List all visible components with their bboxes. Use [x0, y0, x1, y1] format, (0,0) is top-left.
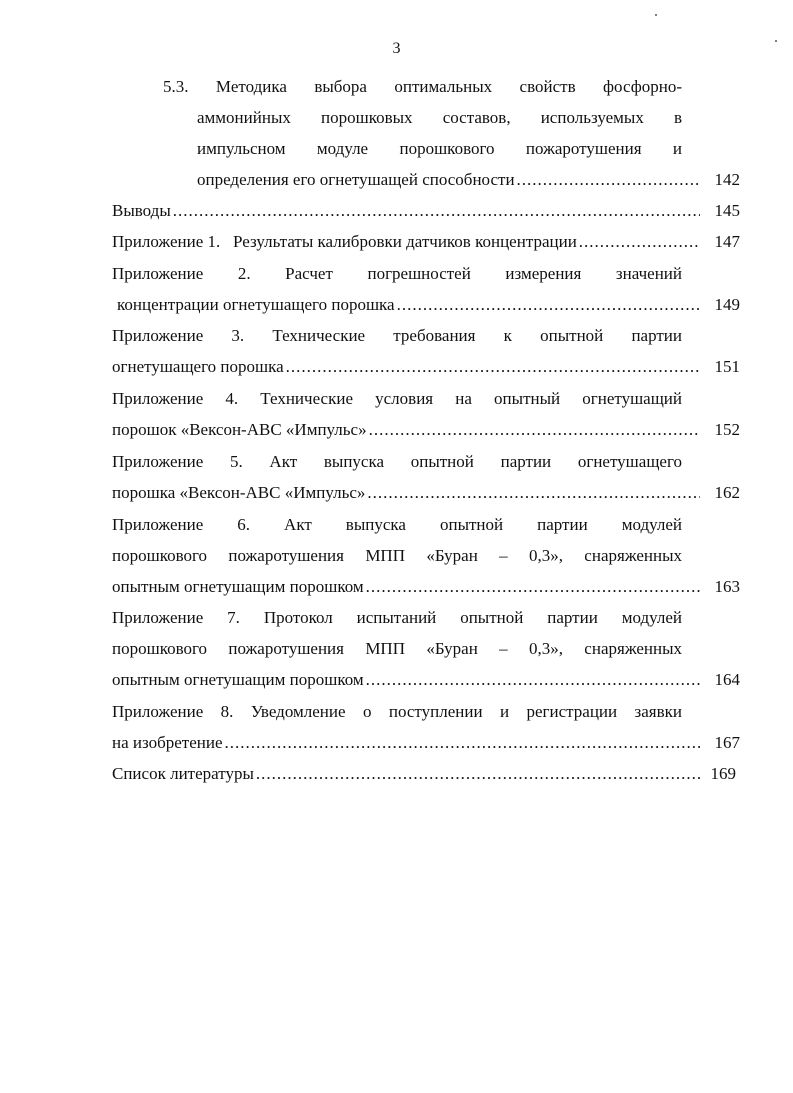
toc-entry-appendix-1[interactable] — [112, 230, 740, 254]
toc-entry-5-3-line-1 — [163, 75, 682, 99]
page-number: 3 — [392, 40, 401, 57]
toc-entry-5-3-last-line[interactable] — [197, 168, 740, 192]
toc-line-text: на изобретение — [112, 733, 223, 752]
toc-line-text: огнетушащего порошка — [112, 357, 284, 376]
toc-line-text: Список литературы — [112, 764, 254, 783]
toc-line-text: 5.3. Методика выбора оптимальных свойств фосфорно- — [163, 77, 682, 96]
toc-line-text: Приложение 3. Технические требования к опытной партии — [112, 326, 682, 345]
toc-entry-appendix-6-last-line[interactable] — [112, 575, 740, 599]
toc-entry-appendix-4-line-1 — [112, 387, 682, 411]
dot-leader — [579, 230, 700, 254]
toc-entry-appendix-3-line-1 — [112, 324, 682, 348]
toc-line-text: Приложение 2. Расчет погрешностей измерения значений — [112, 264, 682, 283]
scan-speck — [775, 40, 777, 42]
toc-line-text: порошкового пожаротушения МПП «Буран – 0,3», снаряженных — [112, 639, 682, 658]
toc-line-text: порошок «Вексон-АВС «Импульс» — [112, 420, 367, 439]
toc-page-number: 145 — [714, 201, 740, 220]
toc-entry-appendix-6-line-2 — [112, 544, 682, 568]
toc-line-text: Выводы — [112, 201, 171, 220]
toc-entry-appendix-8-last-line[interactable] — [112, 731, 740, 755]
toc-line-text: Приложение 1. Результаты калибровки датчиков концентрации — [112, 232, 577, 251]
toc-line-text: Приложение 5. Акт выпуска опытной партии огнетушащего — [112, 452, 682, 471]
toc-page-number: 149 — [714, 295, 740, 314]
scan-speck — [655, 14, 657, 16]
toc-entry-appendix-7-line-2 — [112, 637, 682, 661]
toc-line-text: порошка «Вексон-АВС «Импульс» — [112, 483, 366, 502]
dot-leader — [366, 668, 700, 692]
toc-line-text: Приложение 4. Технические условия на опытный огнетушащий — [112, 389, 682, 408]
toc-page-number: 169 — [710, 764, 736, 783]
toc-entry-references[interactable] — [112, 762, 736, 786]
toc-line-text: импульсном модуле порошкового пожаротушения и — [197, 139, 682, 158]
dot-leader — [369, 418, 700, 442]
dot-leader — [517, 168, 700, 192]
toc-page-number: 162 — [714, 483, 740, 502]
toc-line-text: концентрации огнетушащего порошка — [117, 295, 395, 314]
toc-entry-appendix-5-last-line[interactable] — [112, 481, 740, 505]
toc-entry-appendix-2-last-line[interactable] — [117, 293, 740, 317]
toc-entry-5-3-line-3 — [197, 137, 682, 161]
toc-entry-appendix-7-line-1 — [112, 606, 682, 630]
toc-entry-conclusions[interactable] — [112, 199, 740, 223]
toc-entry-appendix-6-line-1 — [112, 513, 682, 537]
toc-page-number: 152 — [714, 420, 740, 439]
dot-leader — [256, 762, 702, 786]
toc-page-number: 164 — [714, 670, 740, 689]
toc-entry-appendix-8-line-1 — [112, 700, 682, 724]
toc-entry-appendix-2-line-1 — [112, 262, 682, 286]
toc-page-number: 167 — [714, 733, 740, 752]
toc-entry-appendix-7-last-line[interactable] — [112, 668, 740, 692]
toc-page-number: 147 — [714, 232, 740, 251]
dot-leader — [397, 293, 700, 317]
toc-line-text: Приложение 8. Уведомление о поступлении и регистрации заявки — [112, 702, 682, 721]
toc-line-text: Приложение 7. Протокол испытаний опытной партии модулей — [112, 608, 682, 627]
toc-line-text: определения его огнетушащей способности — [197, 170, 515, 189]
toc-line-text: опытным огнетушащим порошком — [112, 577, 364, 596]
dot-leader — [286, 355, 700, 379]
toc-line-text: аммонийных порошковых составов, используемых в — [197, 108, 682, 127]
toc-page-number: 142 — [714, 170, 740, 189]
toc-entry-appendix-4-last-line[interactable] — [112, 418, 740, 442]
toc-line-text: порошкового пожаротушения МПП «Буран – 0,3», снаряженных — [112, 546, 682, 565]
dot-leader — [173, 199, 700, 223]
toc-line-text: опытным огнетушащим порошком — [112, 670, 364, 689]
toc-entry-5-3-line-2 — [197, 106, 682, 130]
toc-page-number: 151 — [714, 357, 740, 376]
dot-leader — [225, 731, 700, 755]
toc-page-number: 163 — [714, 577, 740, 596]
dot-leader — [367, 481, 700, 505]
toc-entry-appendix-3-last-line[interactable] — [112, 355, 740, 379]
toc-entry-appendix-5-line-1 — [112, 450, 682, 474]
toc-line-text: Приложение 6. Акт выпуска опытной партии модулей — [112, 515, 682, 534]
dot-leader — [366, 575, 700, 599]
